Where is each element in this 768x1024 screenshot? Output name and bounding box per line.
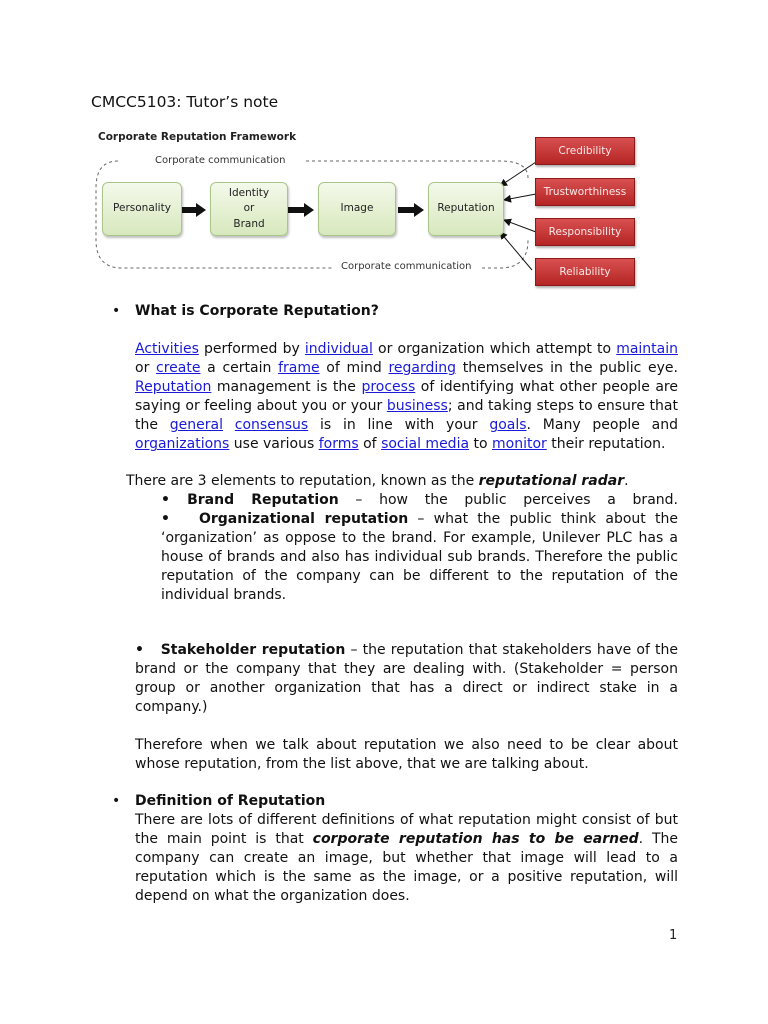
brand-reputation-item: • Brand Reputation – how the public perceives a brand. [161, 492, 678, 508]
bullet: • [112, 793, 121, 809]
link-create[interactable]: create [156, 360, 201, 377]
responsibility-arrow [504, 220, 536, 232]
link-individual[interactable]: individual [304, 341, 373, 357]
reliability-box: Reliability [535, 258, 635, 286]
link-general[interactable]: general [169, 417, 223, 434]
link-activities[interactable]: Activities [135, 341, 199, 357]
link-social-media[interactable]: social media [381, 436, 470, 453]
bullet: • [112, 303, 121, 319]
page-number: 1 [669, 928, 678, 943]
comm-label-bottom: Corporate communication [338, 261, 475, 272]
responsibility-box: Responsibility [535, 218, 635, 246]
definition-paragraph: Activities performed by individual or organization which attempt to maintain or create a certain frame of mind regarding themselves in the public eye. Reputation management is the process of identifying what other people are saying or feeling about you or your business; and taking steps to ensure that the general consensus is in line with your goals. Many people and organizations use various forms of social media to monitor their reputation. [135, 341, 679, 453]
reputation-box: Reputation [428, 182, 504, 236]
image-box: Image [318, 182, 396, 236]
definition-of-reputation-paragraph: There are lots of different definitions of what reputation might consist of but the main point is that corporate reputation has to be earned. The company can create an image, but whether that image will lead to a reputation which is the same as the image, or a positive reputation, will depend on what the organization does. [135, 812, 678, 905]
credibility-arrow [500, 162, 536, 186]
link-maintain[interactable]: maintain [616, 341, 679, 357]
dashed-loop-top [306, 161, 528, 178]
section-heading-definition: Definition of Reputation [135, 793, 326, 809]
link-monitor[interactable]: monitor [492, 436, 547, 453]
diagram-title: Corporate Reputation Framework [98, 131, 297, 143]
document-title: CMCC5103: Tutor’s note [91, 93, 279, 111]
link-regarding[interactable]: regarding [388, 360, 457, 377]
trustworthiness-arrow [504, 194, 536, 200]
link-frame[interactable]: frame [278, 360, 320, 377]
link-business[interactable]: business [386, 398, 448, 415]
identity-brand-box: Identity or Brand [210, 182, 288, 236]
dashed-loop-bottom [482, 240, 528, 268]
reliability-arrow [500, 232, 532, 270]
organizational-reputation-item: • Organizational reputation – what the public think about the ‘organization’ as oppose to the brand. For example, Unilever PLC has a house of brands and also has individual sub brands. Therefore the public reputation of the company can be different to the reputation of the individual brands. [161, 511, 678, 604]
credibility-box: Credibility [535, 137, 635, 165]
link-organizations[interactable]: organizations [135, 436, 230, 453]
link-forms[interactable]: forms [318, 436, 359, 453]
reputation-framework-diagram [92, 128, 652, 288]
link-consensus[interactable]: consensus [234, 417, 309, 434]
personality-box: Personality [102, 182, 182, 236]
therefore-paragraph: Therefore when we talk about reputation we also need to be clear about whose reputation, from the list above, that we are talking about. [135, 737, 678, 773]
section-heading-what-is: What is Corporate Reputation? [135, 303, 379, 319]
elements-intro: There are 3 elements to reputation, known as the reputational radar. [126, 473, 629, 489]
link-process[interactable]: process [361, 379, 416, 396]
trustworthiness-box: Trustworthiness [535, 178, 635, 206]
link-goals[interactable]: goals [489, 417, 527, 434]
link-reputation[interactable]: Reputation [135, 379, 212, 396]
comm-label-top: Corporate communication [152, 155, 289, 166]
stakeholder-reputation-item: • Stakeholder reputation – the reputation that stakeholders have of the brand or the company that they are dealing with. (Stakeholder = person group or another organization that has a direct or indirect stake in a company.) [135, 642, 679, 716]
